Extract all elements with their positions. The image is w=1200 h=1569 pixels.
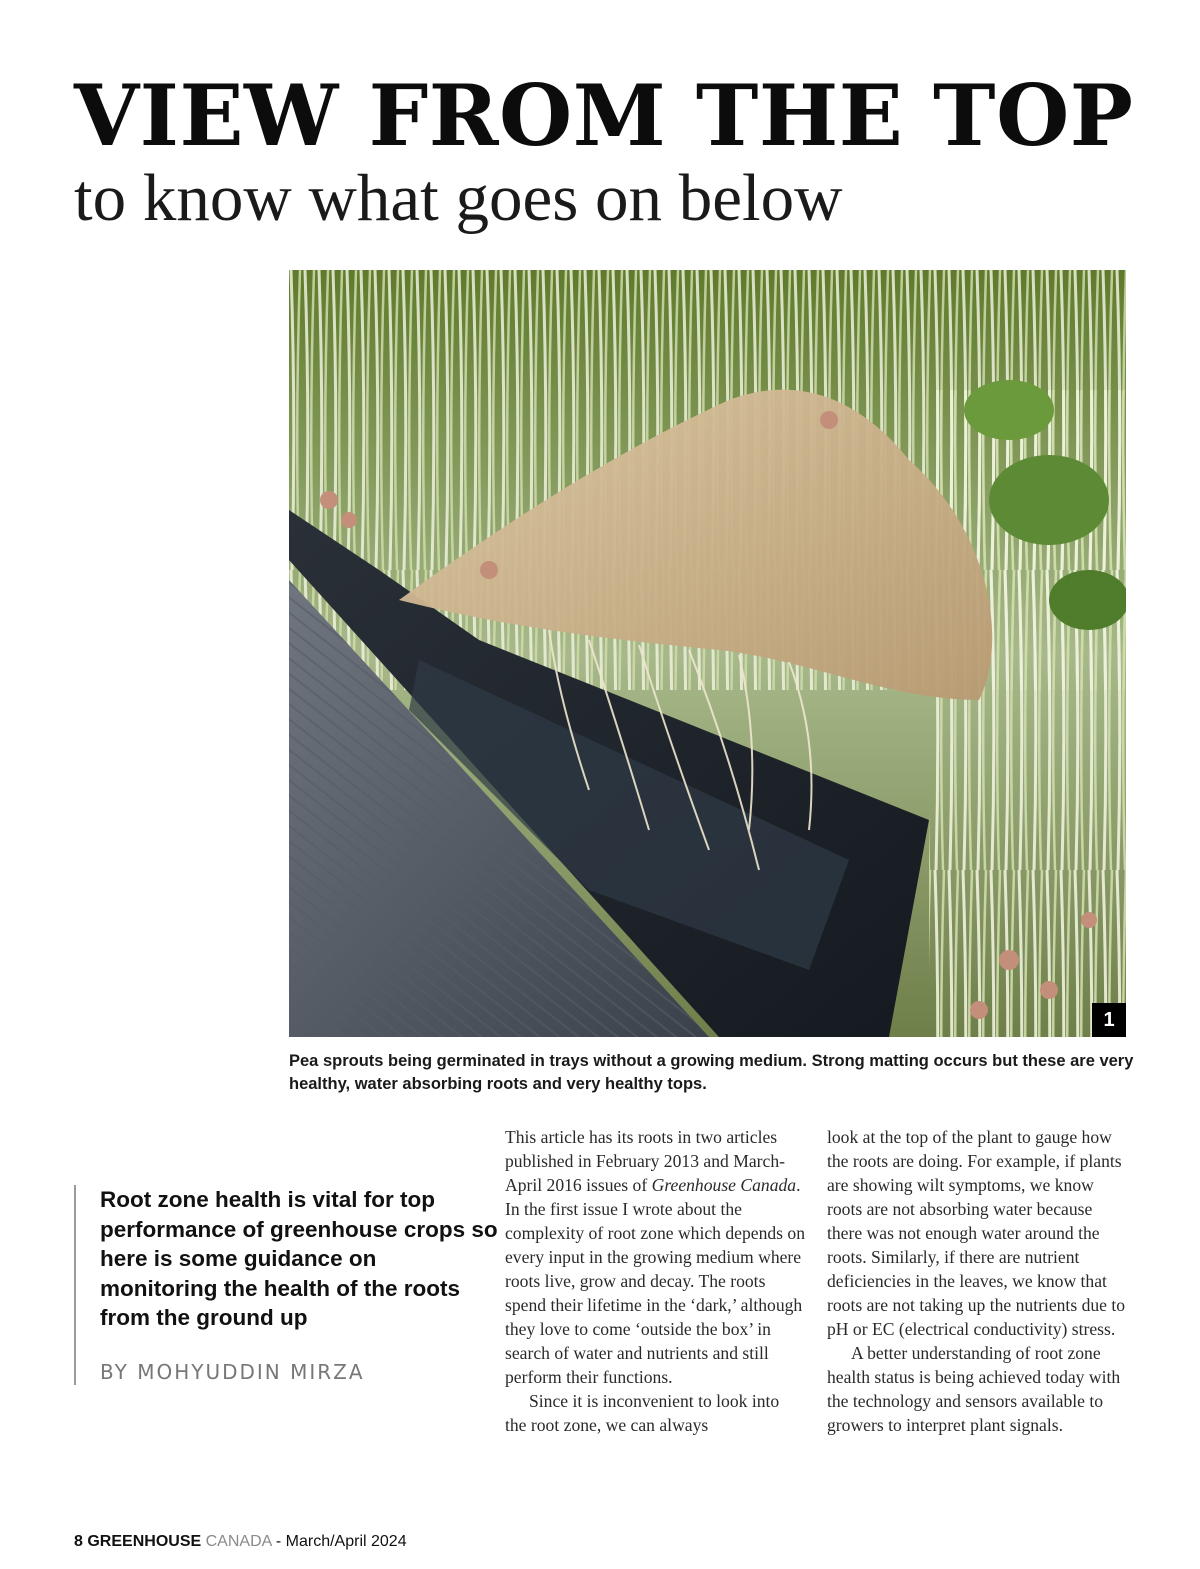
subheadline: to know what goes on below (74, 161, 843, 235)
byline: BY MOHYUDDIN MIRZA (100, 1359, 365, 1384)
deck-text: Root zone health is vital for top performance of greenhouse crops so here is some guidance on monitoring the health of the roots from the ground up (100, 1187, 498, 1330)
article-deck (74, 1185, 500, 1385)
body-column-2 (827, 1125, 1127, 1437)
body-paragraph-3: look at the top of the plant to gauge how the roots are doing. For example, if plants are showing wilt symptoms, we know roots are not absorbing water because there was not enough water around the roots. Similarly, if there are nutrient deficiencies in the leaves, we know that roots are not taking up the nutrients due to pH or EC (electrical conductivity) stress. (827, 1127, 1126, 1339)
figure-caption: Pea sprouts being germinated in trays without a growing medium. Strong matting occurs but these are very healthy, water absorbing roots and very healthy tops. (289, 1052, 1134, 1093)
issue-date: March/April 2024 (285, 1533, 407, 1550)
magazine-name-light: CANADA (205, 1533, 272, 1550)
publication-name: Greenhouse Canada (651, 1175, 797, 1195)
footer-separator: - (275, 1533, 282, 1550)
page-number: 8 (74, 1533, 83, 1550)
page-footer (74, 1533, 407, 1551)
figure-number-badge: 1 (1092, 1003, 1126, 1037)
body-text: . In the first issue I wrote about the complexity of root zone which depends on every input in the growing medium where roots live, grow and decay. The roots spend their lifetime in the ‘dark,’ although they love to come ‘outside the box’ in search of water and nutrients and still perform their functions. (505, 1175, 805, 1387)
body-paragraph-2: Since it is inconvenient to look into the root zone, we can always (505, 1391, 780, 1435)
photo-illustration (289, 270, 1126, 1037)
pea-sprouts-photo (289, 270, 1126, 1037)
body-paragraph-4: A better understanding of root zone health status is being achieved today with the technology and sensors available to growers to interpret plant signals. (827, 1343, 1121, 1435)
body-column-1 (505, 1125, 805, 1437)
headline: VIEW FROM THE TOP (74, 66, 1134, 165)
body-text: This article has its roots in two articles published in February 2013 and March-April 2016 issues of (505, 1127, 785, 1195)
magazine-name-bold: GREENHOUSE (87, 1533, 202, 1550)
body-paragraph-1 (505, 1125, 805, 1389)
